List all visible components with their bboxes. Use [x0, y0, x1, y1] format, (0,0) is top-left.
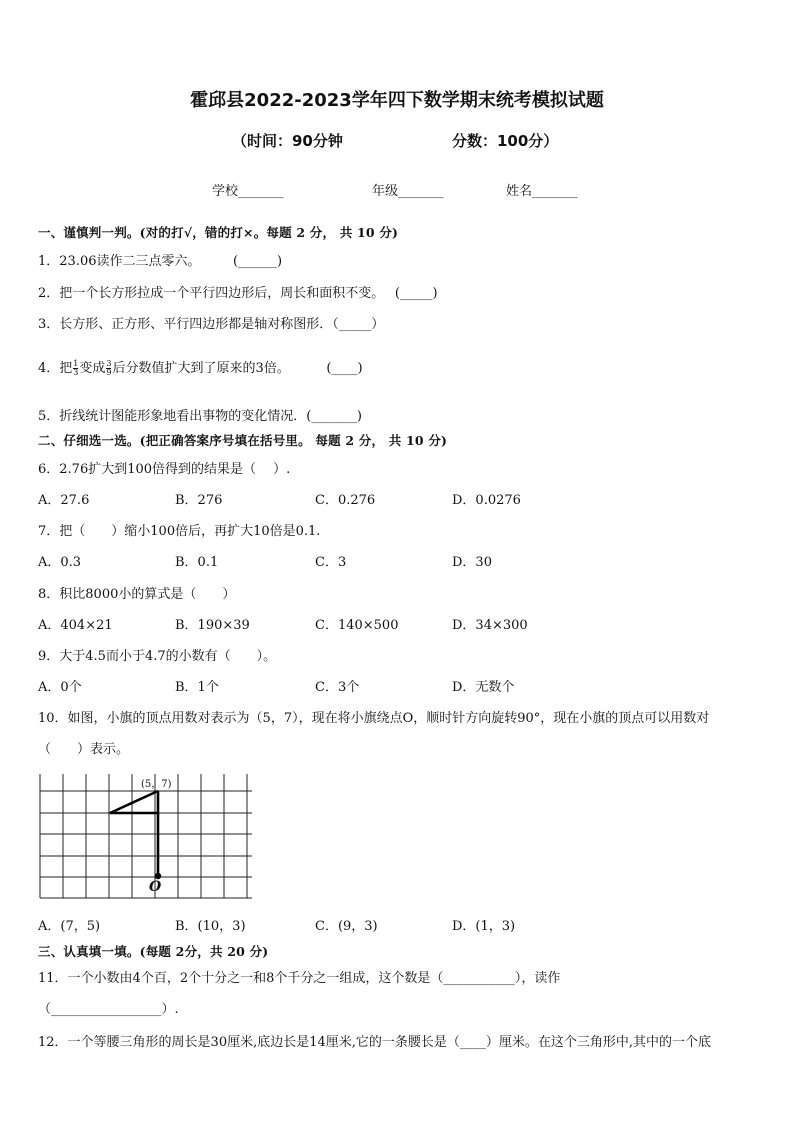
q9-option-d[interactable]: D．无数个 — [452, 680, 515, 695]
question-4-part-b: 变成 — [79, 361, 106, 376]
q9-option-b[interactable]: B．1个 — [175, 680, 219, 695]
question-4-part-a: 4．把 — [38, 361, 73, 376]
q8-option-c[interactable]: C．140×500 — [315, 618, 399, 633]
question-10: 10．如图，小旗的顶点用数对表示为（5，7），现在将小旗绕点O，顺时针方向旋转90°，现在小旗的顶点可以用数对 — [38, 711, 710, 726]
q10-option-b[interactable]: B．(10，3) — [175, 919, 246, 934]
question-6: 6．2.76扩大到100倍得到的结果是（ ）. — [38, 462, 291, 477]
q9-option-a[interactable]: A．0个 — [38, 680, 82, 695]
q8-option-b[interactable]: B．190×39 — [175, 618, 250, 633]
school-field[interactable]: 学校_______ — [212, 184, 284, 199]
q8-option-d[interactable]: D．34×300 — [452, 618, 528, 633]
q7-option-a[interactable]: A．0.3 — [38, 555, 82, 570]
origin-label: O — [149, 879, 162, 895]
q7-option-b[interactable]: B．0.1 — [175, 555, 219, 570]
flag-vertex-label: (5，7) — [141, 779, 172, 790]
q8-option-a[interactable]: A．404×21 — [38, 618, 113, 633]
question-4-part-c: 后分数值扩大到了原来的3倍。 (____) — [112, 361, 363, 376]
question-8: 8．积比8000小的算式是（ ） — [38, 587, 236, 602]
question-10-cont: （ ）表示。 — [38, 742, 130, 757]
question-9: 9．大于4.5而小于4.7的小数有（ ）。 — [38, 649, 277, 664]
page-title: 霍邱县2022-2023学年四下数学期末统考模拟试题 — [190, 90, 604, 111]
q6-option-b[interactable]: B．276 — [175, 493, 223, 508]
question-3: 3．长方形、正方形、平行四边形都是轴对称图形．（_____） — [38, 317, 385, 332]
grid-lines — [40, 774, 252, 898]
q10-option-d[interactable]: D．(1，3) — [452, 919, 516, 934]
section-2-heading: 二、仔细选一选。(把正确答案序号填在括号里。 每题 2 分， 共 10 分) — [38, 433, 448, 448]
question-11: 11．一个小数由4个百，2个十分之一和8个千分之一组成，这个数是（___________），读作 — [38, 971, 561, 986]
grade-field[interactable]: 年级_______ — [372, 184, 444, 199]
question-5: 5．折线统计图能形象地看出事物的变化情况．(_______) — [38, 409, 362, 424]
question-12: 12．一个等腰三角形的周长是30厘米,底边长是14厘米,它的一条腰长是（____）厘米。在这个三角形中,其中的一个底 — [38, 1035, 712, 1050]
exam-score: 分数：100分） — [452, 132, 559, 150]
exam-time: （时间：90分钟 — [232, 132, 343, 150]
question-1: 1．23.06读作二三点零六。 (______) — [38, 254, 283, 269]
q6-option-c[interactable]: C．0.276 — [315, 493, 376, 508]
grid-flag-figure — [34, 770, 260, 902]
question-4 — [38, 357, 363, 377]
section-3-heading: 三、认真填一填。(每题 2分，共 20 分) — [38, 944, 269, 959]
q7-option-c[interactable]: C．3 — [315, 555, 347, 570]
fraction-one-third: $\frac{1}{3}$ — [73, 359, 79, 377]
q6-option-a[interactable]: A．27.6 — [38, 493, 90, 508]
question-2: 2．把一个长方形拉成一个平行四边形后，周长和面积不变。 (_____) — [38, 286, 438, 301]
fraction-three-ninths: $\frac{3}{9}$ — [106, 359, 112, 377]
name-field[interactable]: 姓名_______ — [506, 184, 578, 199]
q10-option-a[interactable]: A．(7，5) — [38, 919, 101, 934]
q9-option-c[interactable]: C．3个 — [315, 680, 360, 695]
q6-option-d[interactable]: D．0.0276 — [452, 493, 521, 508]
q10-option-c[interactable]: C．(9，3) — [315, 919, 378, 934]
question-11-cont: （_________________）. — [38, 1002, 179, 1017]
question-7: 7．把（ ）缩小100倍后，再扩大10倍是0.1. — [38, 524, 321, 539]
section-1-heading: 一、谨慎判一判。(对的打√，错的打×。每题 2 分， 共 10 分) — [38, 225, 399, 240]
q7-option-d[interactable]: D．30 — [452, 555, 492, 570]
